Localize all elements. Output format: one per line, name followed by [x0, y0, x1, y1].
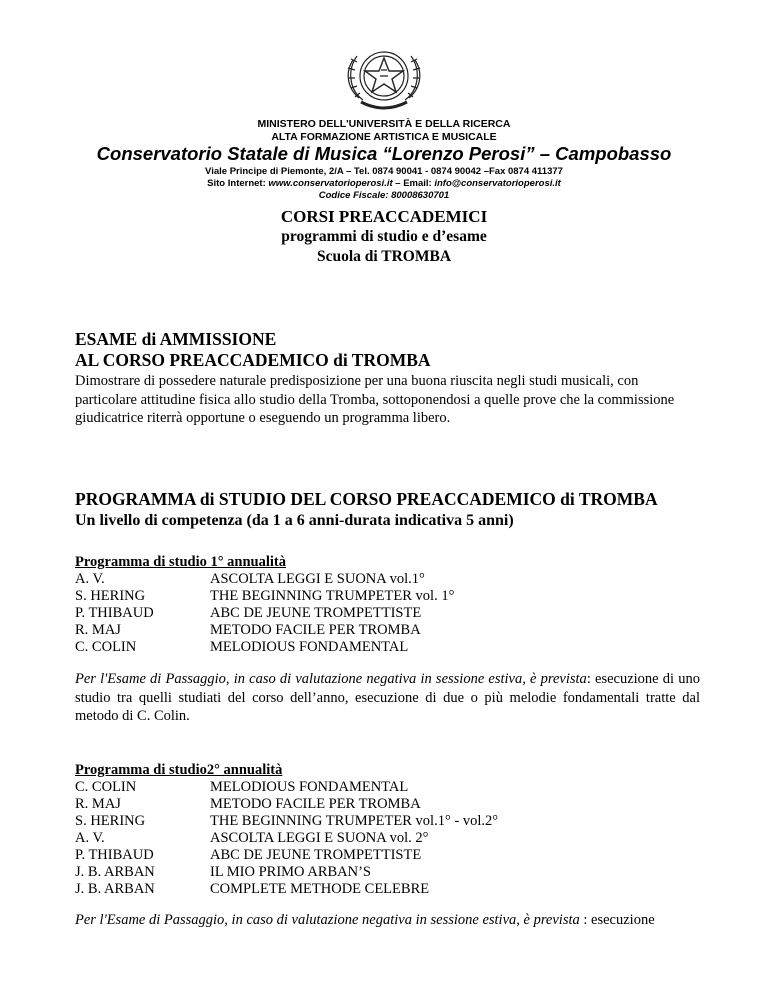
document-title: CORSI PREACCADEMICI	[280, 207, 488, 226]
author-cell: J. B. ARBAN	[75, 881, 155, 897]
website-link[interactable]: www.conservatorioperosi.it	[268, 178, 393, 189]
author-cell: R. MAJ	[75, 622, 121, 638]
table-row	[75, 605, 421, 622]
contacts-line	[0, 178, 768, 190]
table-row	[75, 864, 371, 881]
author-cell: R. MAJ	[75, 796, 121, 812]
site-label: Sito Internet:	[207, 178, 269, 189]
afam-line: ALTA FORMAZIONE ARTISTICA E MUSICALE	[271, 131, 497, 143]
work-cell: MELODIOUS FONDAMENTAL	[210, 779, 409, 795]
table-row	[75, 830, 428, 847]
table-row	[75, 779, 408, 796]
admission-heading: ESAME di AMMISSIONE	[75, 329, 277, 349]
author-cell: A. V.	[75, 571, 105, 587]
italian-republic-emblem-icon	[335, 42, 433, 116]
exam-intro: Per l'Esame di Passaggio, in caso di valutazione negativa in sessione estiva, è prevista	[75, 912, 580, 928]
exam-body: : esecuzione di uno studio tra quelli studiati del corso dell’anno, esecuzione di due o più melodie fondamentali tratte dal metodo di C. Colin.	[75, 671, 700, 724]
exam-intro: Per l'Esame di Passaggio, in caso di valutazione negativa in sessione estiva, è prevista	[75, 671, 587, 687]
table-row	[75, 796, 421, 813]
author-cell: P. THIBAUD	[75, 605, 154, 621]
work-cell: ABC DE JEUNE TROMPETTISTE	[210, 847, 422, 863]
author-cell: C. COLIN	[75, 639, 137, 655]
table-row	[75, 847, 421, 864]
email-link[interactable]: info@conservatorioperosi.it	[434, 178, 561, 189]
work-cell: METODO FACILE PER TROMBA	[210, 796, 421, 812]
exam-body: : esecuzione	[579, 912, 655, 928]
work-cell: COMPLETE METHODE CELEBRE	[210, 881, 430, 897]
program-heading: PROGRAMMA di STUDIO DEL CORSO PREACCADEMICO di TROMBA	[75, 489, 658, 509]
email-label: – Email:	[392, 178, 435, 189]
table-row	[75, 622, 421, 639]
address-line: Viale Principe di Piemonte, 2/A – Tel. 0874 90041 - 0874 90042 –Fax 0874 411377	[205, 166, 563, 177]
table-row	[75, 813, 498, 830]
author-cell: A. V.	[75, 830, 105, 846]
work-cell: THE BEGINNING TRUMPETER vol. 1°	[210, 588, 455, 604]
work-cell: MELODIOUS FONDAMENTAL	[210, 639, 409, 655]
author-cell: S. HERING	[75, 813, 146, 829]
work-cell: IL MIO PRIMO ARBAN’S	[210, 864, 371, 880]
ministry-line: MINISTERO DELL'UNIVERSITÀ E DELLA RICERCA	[257, 118, 511, 130]
year2-exam-text	[75, 911, 700, 930]
work-cell: ASCOLTA LEGGI E SUONA vol.1°	[210, 571, 425, 587]
table-row	[75, 571, 425, 588]
year1-heading: Programma di studio 1° annualità	[75, 554, 286, 570]
year2-heading: Programma di studio2° annualità	[75, 762, 283, 778]
table-row	[75, 881, 429, 898]
table-row	[75, 588, 454, 605]
work-cell: METODO FACILE PER TROMBA	[210, 622, 421, 638]
admission-heading-2: AL CORSO PREACCADEMICO di TROMBA	[75, 350, 431, 370]
author-cell: C. COLIN	[75, 779, 137, 795]
author-cell: P. THIBAUD	[75, 847, 154, 863]
school-name: Scuola di TROMBA	[316, 248, 452, 265]
work-cell: ASCOLTA LEGGI E SUONA vol. 2°	[210, 830, 429, 846]
work-cell: ABC DE JEUNE TROMPETTISTE	[210, 605, 422, 621]
author-cell: J. B. ARBAN	[75, 864, 155, 880]
fiscal-code: Codice Fiscale: 80008630701	[318, 190, 450, 201]
author-cell: S. HERING	[75, 588, 146, 604]
work-cell: THE BEGINNING TRUMPETER vol.1° - vol.2°	[210, 813, 499, 829]
document-subtitle: programmi di studio e d’esame	[281, 228, 487, 245]
admission-text: Dimostrare di possedere naturale predisposizione per una buona riuscita negli studi musicali, con particolare attitudine fisica allo studio della Tromba, sottoponendosi a quelle prove che la commissione giudicatrice riterrà opportune o eseguendo un programma libero.	[75, 373, 675, 426]
conservatory-name: Conservatorio Statale di Musica “Lorenzo Perosi” – Campobasso	[96, 143, 672, 164]
year1-exam-text	[75, 670, 700, 726]
table-row	[75, 639, 408, 656]
program-subheading: Un livello di competenza (da 1 a 6 anni-durata indicativa 5 anni)	[75, 512, 514, 529]
